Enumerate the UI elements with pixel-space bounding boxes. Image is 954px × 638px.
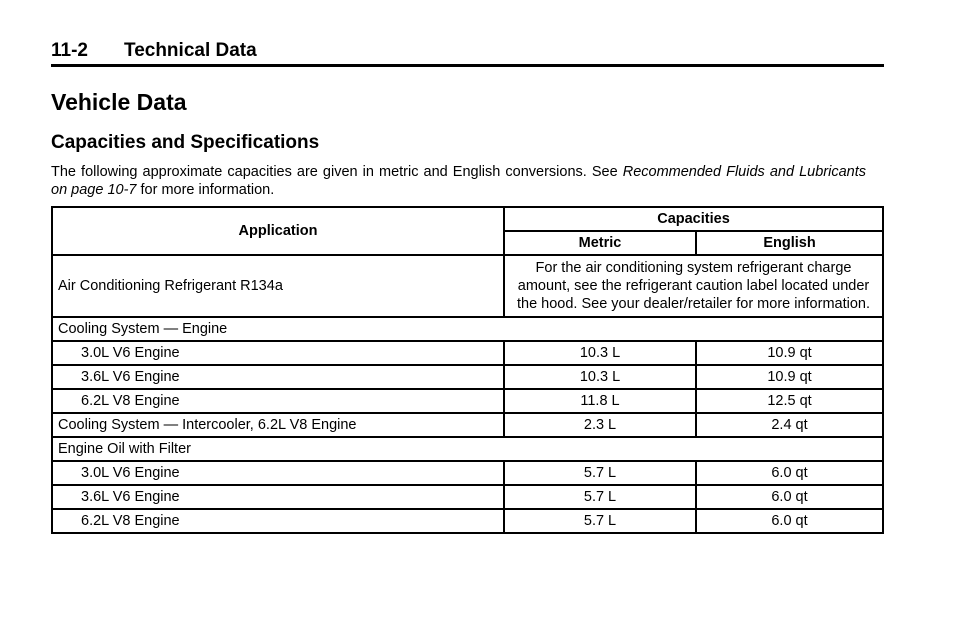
- table-row: [52, 389, 883, 413]
- table-row: [52, 365, 883, 389]
- application-cell: 3.6L V6 Engine: [52, 365, 504, 389]
- metric-cell: 10.3 L: [504, 365, 696, 389]
- intro-text-after: for more information.: [136, 182, 275, 198]
- metric-cell: 5.7 L: [504, 509, 696, 533]
- metric-cell: 10.3 L: [504, 341, 696, 365]
- capacities-table: [51, 206, 884, 534]
- table-row: [52, 341, 883, 365]
- metric-cell: 2.3 L: [504, 413, 696, 437]
- section-title: Capacities and Specifications: [51, 132, 320, 153]
- metric-cell: 11.8 L: [504, 389, 696, 413]
- table-header-row: [52, 207, 883, 231]
- metric-cell: 5.7 L: [504, 485, 696, 509]
- application-cell: Cooling System — Intercooler, 6.2L V8 Engine: [52, 413, 504, 437]
- header-metric: Metric: [504, 231, 696, 255]
- application-cell: 3.6L V6 Engine: [52, 485, 504, 509]
- application-cell: 3.0L V6 Engine: [52, 341, 504, 365]
- english-cell: 6.0 qt: [696, 461, 883, 485]
- english-cell: 2.4 qt: [696, 413, 883, 437]
- english-cell: 10.9 qt: [696, 365, 883, 389]
- engine-oil-group-cell: Engine Oil with Filter: [52, 437, 883, 461]
- application-cell: 6.2L V8 Engine: [52, 509, 504, 533]
- table-row: [52, 509, 883, 533]
- page-title: Vehicle Data: [51, 89, 187, 115]
- intro-text-before: The following approximate capacities are given in metric and English conversions. See: [51, 164, 623, 180]
- english-cell: 6.0 qt: [696, 485, 883, 509]
- table-row: [52, 485, 883, 509]
- header-capacities: Capacities: [504, 207, 883, 231]
- english-cell: 10.9 qt: [696, 341, 883, 365]
- table-row: [52, 461, 883, 485]
- english-cell: 12.5 qt: [696, 389, 883, 413]
- english-cell: 6.0 qt: [696, 509, 883, 533]
- header-application: Application: [52, 207, 504, 255]
- application-cell: 3.0L V6 Engine: [52, 461, 504, 485]
- table-row: [52, 413, 883, 437]
- metric-cell: 5.7 L: [504, 461, 696, 485]
- header-english: English: [696, 231, 883, 255]
- table-row: [52, 317, 883, 341]
- page-number: 11-2: [51, 40, 88, 61]
- table-row: [52, 437, 883, 461]
- ac-application-cell: Air Conditioning Refrigerant R134a: [52, 255, 504, 317]
- cooling-system-group-cell: Cooling System — Engine: [52, 317, 883, 341]
- page-header: [51, 38, 884, 67]
- intro-paragraph: [51, 163, 866, 199]
- application-cell: 6.2L V8 Engine: [52, 389, 504, 413]
- chapter-title: Technical Data: [124, 40, 257, 61]
- ac-note-cell: For the air conditioning system refrigerant charge amount, see the refrigerant caution label located under the hood. See your dealer/retailer for more information.: [504, 255, 883, 317]
- table-row: [52, 255, 883, 317]
- intro-reference-link: Recommended Fluids and Lubricants on page 10-7: [51, 164, 866, 198]
